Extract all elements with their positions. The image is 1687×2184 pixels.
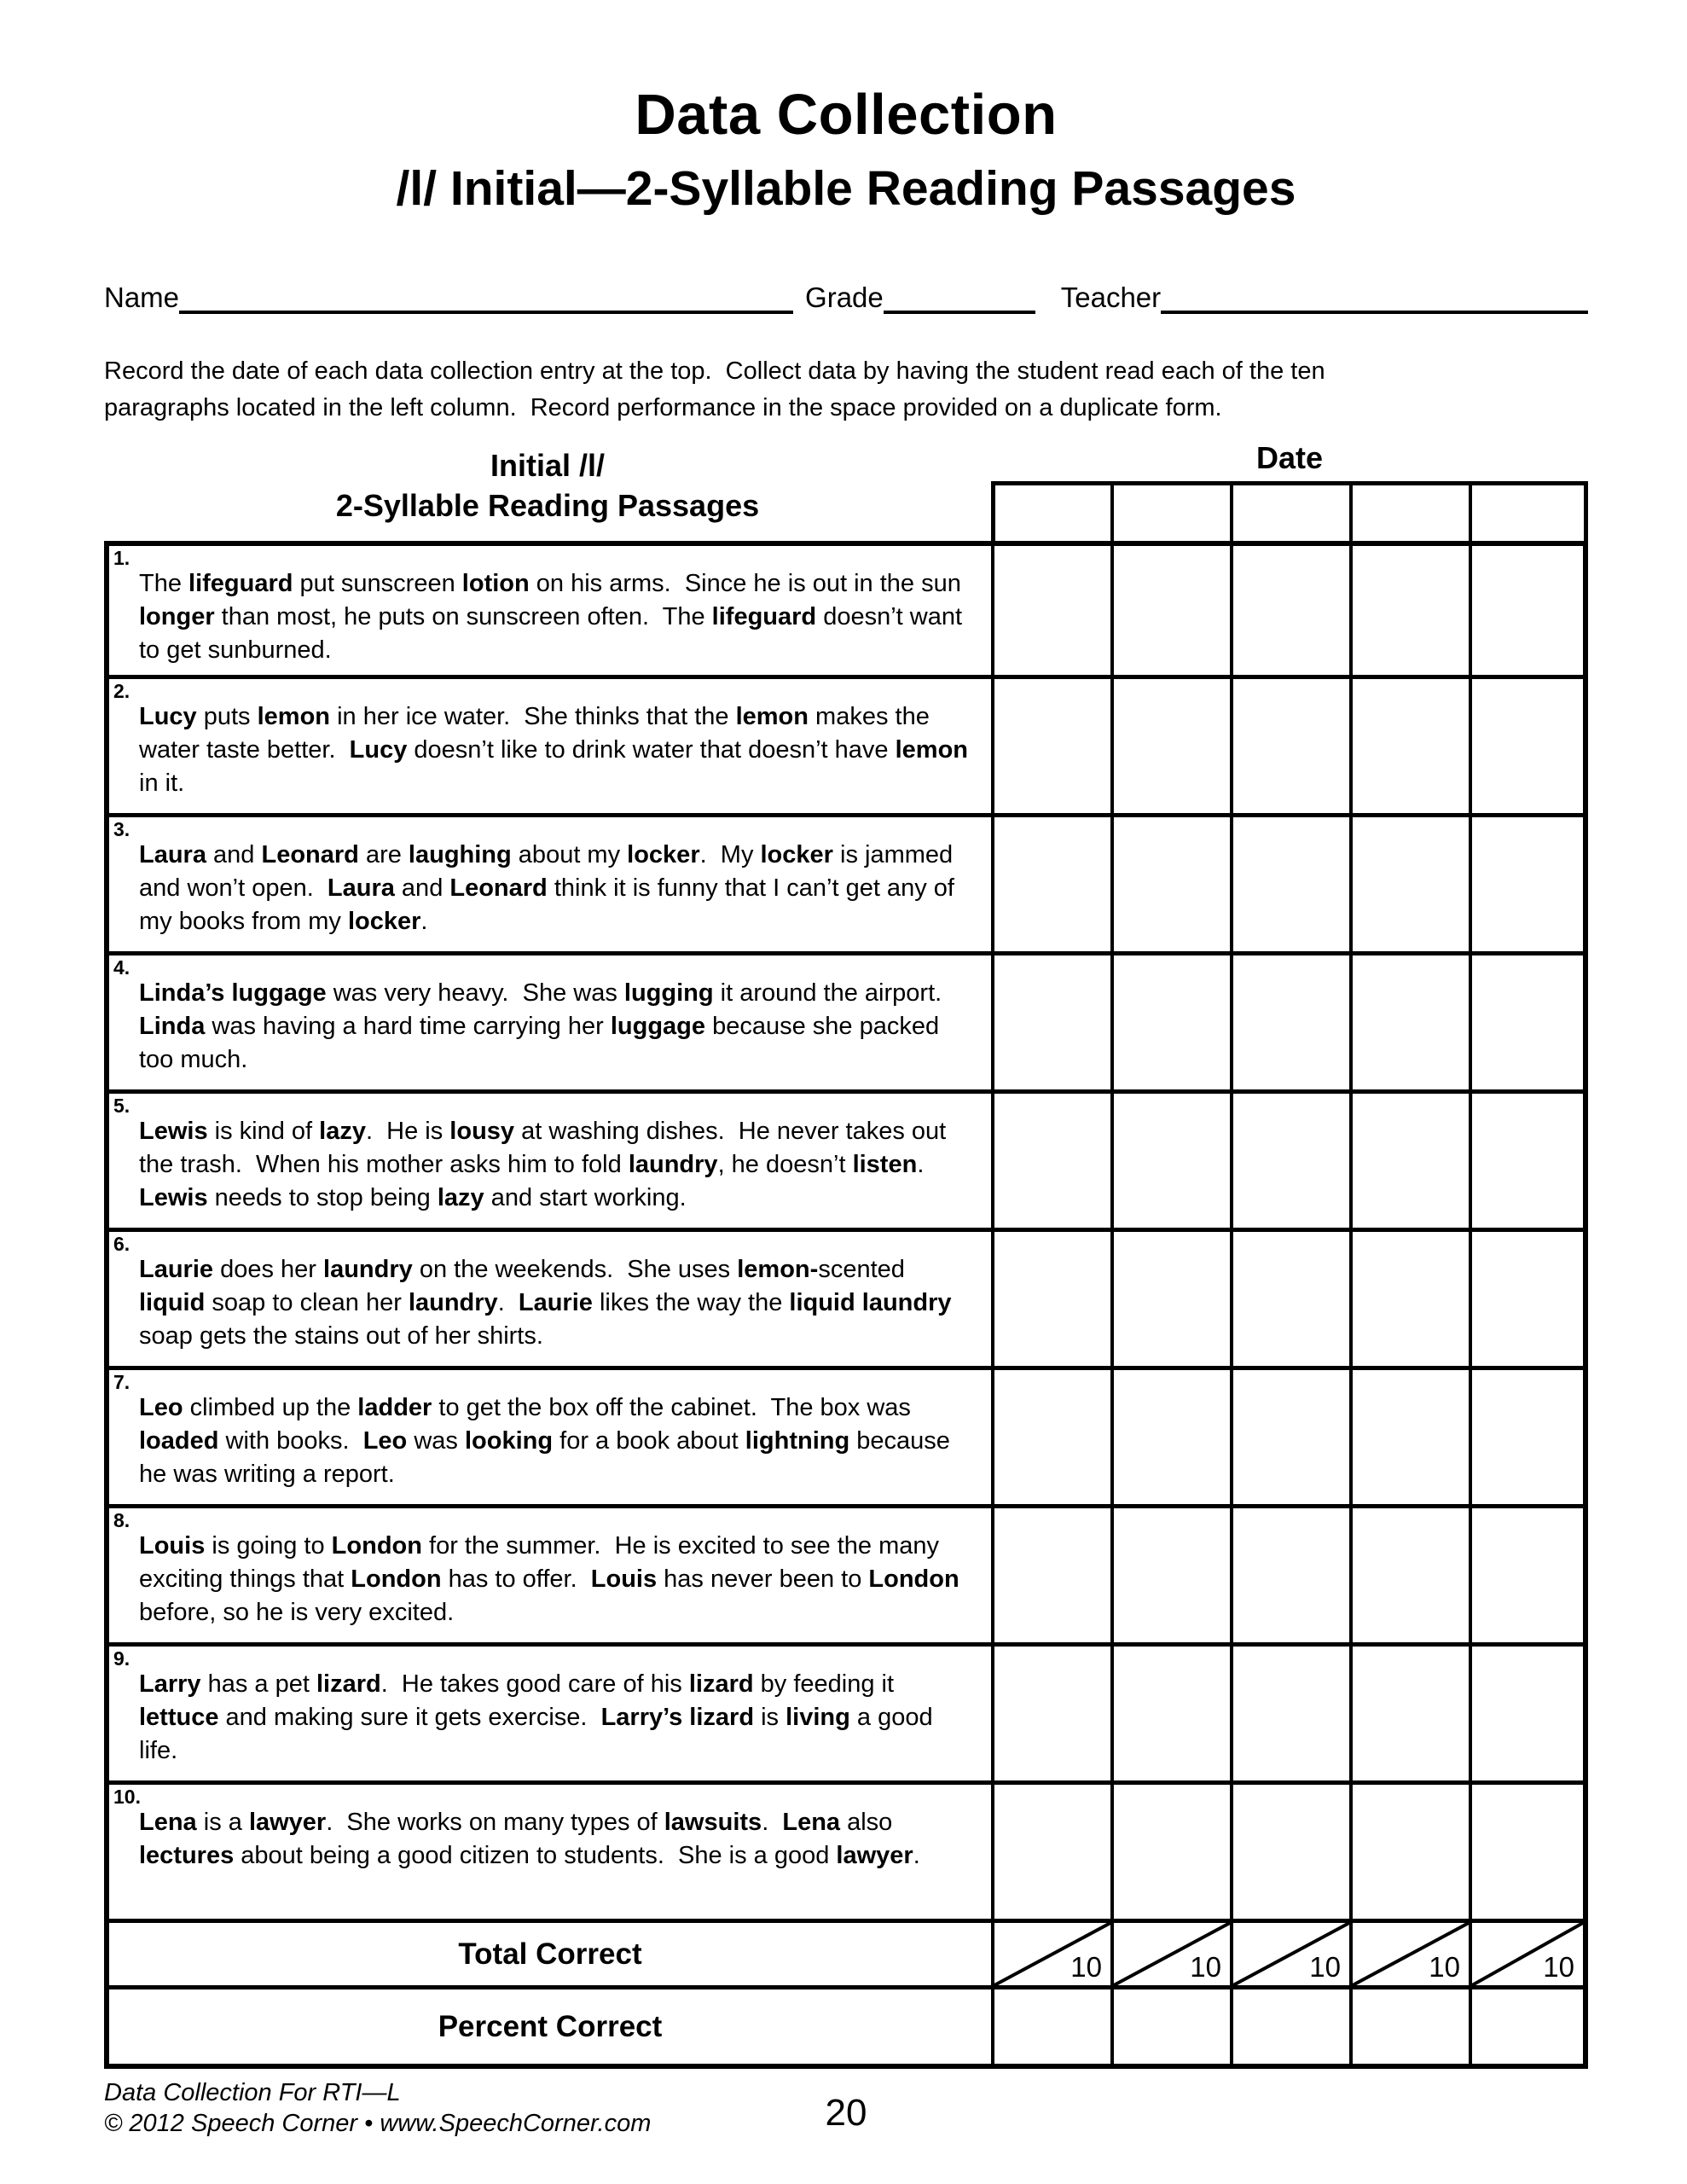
score-cell[interactable] — [1349, 1647, 1469, 1785]
score-cell[interactable] — [1349, 1232, 1469, 1370]
total-correct-label: Total Correct — [458, 1937, 642, 1971]
score-cell[interactable] — [1110, 1508, 1230, 1647]
passage-cell — [104, 1647, 991, 1785]
score-cell[interactable] — [991, 679, 1110, 817]
percent-score-cell[interactable] — [1469, 1989, 1588, 2069]
score-cell[interactable] — [1110, 956, 1230, 1094]
passage-text: Leo climbed up the ladder to get the box off the cabinet. The box was loaded with books. Leo was looking for a book about lightning because he was writing a report. — [139, 1394, 957, 1488]
total-denominator: 10 — [1429, 1951, 1460, 1983]
passage-text: The lifeguard put sunscreen lotion on his arms. Since he is out in the sun longer than most, he puts on sunscreen often. The lifeguard doesn’t want to get sunburned. — [139, 570, 970, 664]
score-cell[interactable] — [1110, 1370, 1230, 1508]
date-header-cell[interactable] — [1110, 481, 1230, 541]
total-score-cell[interactable] — [1110, 1923, 1230, 1989]
score-cell[interactable] — [1230, 956, 1349, 1094]
passage-cell — [104, 1508, 991, 1647]
score-cell[interactable] — [1469, 956, 1588, 1094]
percent-score-cell[interactable] — [1110, 1989, 1230, 2069]
grade-line[interactable] — [884, 280, 1035, 314]
score-cell[interactable] — [1230, 817, 1349, 956]
date-header-cell[interactable] — [1349, 481, 1469, 541]
date-header-label: Date — [1255, 440, 1324, 475]
total-denominator: 10 — [1309, 1951, 1341, 1983]
passage-number: 9. — [113, 1647, 130, 1670]
score-cell[interactable] — [991, 1094, 1110, 1232]
total-denominator: 10 — [1543, 1951, 1574, 1983]
date-header-cell[interactable] — [1469, 481, 1588, 541]
total-score-cell[interactable] — [1469, 1923, 1588, 1989]
grade-label: Grade — [805, 282, 884, 313]
total-score-cell[interactable] — [991, 1923, 1110, 1989]
score-cell[interactable] — [1230, 1232, 1349, 1370]
total-correct-label-cell — [104, 1923, 991, 1989]
score-cell[interactable] — [1469, 541, 1588, 679]
score-cell[interactable] — [1469, 1232, 1588, 1370]
passage-number: 10. — [113, 1786, 141, 1808]
score-cell[interactable] — [1110, 1647, 1230, 1785]
passage-cell — [104, 541, 991, 679]
score-cell[interactable] — [991, 1232, 1110, 1370]
page-number: 20 — [825, 2092, 867, 2134]
passage-cell — [104, 1232, 991, 1370]
name-line[interactable] — [179, 280, 793, 314]
percent-score-cell[interactable] — [1230, 1989, 1349, 2069]
percent-correct-label-cell — [104, 1989, 991, 2069]
score-cell[interactable] — [1230, 1508, 1349, 1647]
score-cell[interactable] — [1349, 1508, 1469, 1647]
score-cell[interactable] — [1110, 1232, 1230, 1370]
passage-cell — [104, 817, 991, 956]
passage-column-header — [104, 440, 991, 541]
score-cell[interactable] — [1469, 1647, 1588, 1785]
passage-column-header-line1: Initial /l/ — [490, 448, 605, 483]
passage-text: Lena is a lawyer. She works on many types of lawsuits. Lena also lectures about being a good citizen to students. She is a good lawyer. — [139, 1809, 920, 1869]
footer-copyright: © 2012 Speech Corner • www.SpeechCorner.com — [104, 2110, 652, 2137]
student-info-row — [104, 280, 1588, 314]
score-cell[interactable] — [1230, 541, 1349, 679]
score-cell[interactable] — [1230, 1094, 1349, 1232]
passage-cell — [104, 1370, 991, 1508]
score-cell[interactable] — [1349, 817, 1469, 956]
date-header-cell[interactable] — [1230, 481, 1349, 541]
score-cell[interactable] — [991, 1785, 1110, 1923]
passage-number: 1. — [113, 547, 130, 569]
score-cell[interactable] — [991, 1370, 1110, 1508]
score-cell[interactable] — [1230, 1785, 1349, 1923]
total-denominator: 10 — [1070, 1951, 1102, 1983]
name-label: Name — [104, 282, 180, 313]
passage-number: 8. — [113, 1509, 130, 1531]
score-cell[interactable] — [1469, 1094, 1588, 1232]
score-cell[interactable] — [1469, 817, 1588, 956]
passage-number: 7. — [113, 1371, 130, 1393]
score-cell[interactable] — [1110, 541, 1230, 679]
instructions-text: Record the date of each data collection entry at the top. Collect data by having the student read each of the ten paragraphs located in the left column. Record performance in the space provided on a duplicate form. — [104, 357, 1332, 421]
passage-cell — [104, 1785, 991, 1923]
score-cell[interactable] — [1469, 679, 1588, 817]
passage-cell — [104, 956, 991, 1094]
page-title: Data Collection — [635, 83, 1058, 147]
teacher-label: Teacher — [1060, 282, 1162, 313]
score-cell[interactable] — [1349, 1094, 1469, 1232]
passage-number: 4. — [113, 956, 130, 979]
score-cell[interactable] — [1110, 1094, 1230, 1232]
percent-score-cell[interactable] — [991, 1989, 1110, 2069]
passage-text: Laurie does her laundry on the weekends. She uses lemon-scented liquid soap to clean her laundry. Laurie likes the way the liquid laundry soap gets the stains out of her shirts. — [139, 1256, 959, 1350]
passage-number: 3. — [113, 818, 130, 840]
footer-series-title: Data Collection For RTI—L — [104, 2079, 401, 2106]
date-header-cell[interactable] — [991, 481, 1110, 541]
page-footer — [104, 2077, 1588, 2139]
score-cell[interactable] — [1469, 1508, 1588, 1647]
total-denominator: 10 — [1190, 1951, 1221, 1983]
passage-number: 2. — [113, 680, 130, 702]
passage-text: Louis is going to London for the summer. He is excited to see the many exciting things that London has to offer. Louis has never been to London before, so he is very excited. — [139, 1532, 966, 1626]
percent-correct-label: Percent Correct — [438, 2009, 663, 2043]
score-cell[interactable] — [991, 1647, 1110, 1785]
passage-text: Lucy puts lemon in her ice water. She thinks that the lemon makes the water taste better. Lucy doesn’t like to drink water that doesn’t have lemon in it. — [139, 703, 976, 797]
passage-cell — [104, 1094, 991, 1232]
score-cell[interactable] — [991, 956, 1110, 1094]
total-score-cell[interactable] — [1349, 1923, 1469, 1989]
score-cell[interactable] — [1469, 1785, 1588, 1923]
score-cell[interactable] — [1469, 1370, 1588, 1508]
score-cell[interactable] — [1230, 1370, 1349, 1508]
data-table — [104, 440, 1588, 2069]
passage-text: Linda’s luggage was very heavy. She was lugging it around the airport. Linda was having a hard time carrying her luggage because she packed too much. — [139, 979, 956, 1073]
passage-text: Laura and Leonard are laughing about my locker. My locker is jammed and won’t open. Laura and Leonard think it is funny that I can’t get any of my books from my locker. — [139, 841, 961, 935]
score-cell[interactable] — [1110, 679, 1230, 817]
page-subtitle: /l/ Initial—2-Syllable Reading Passages — [396, 161, 1296, 216]
passage-text: Larry has a pet lizard. He takes good care of his lizard by feeding it lettuce and making sure it gets exercise. Larry’s lizard is living a good life. — [139, 1670, 940, 1764]
passage-column-header-line2: 2-Syllable Reading Passages — [335, 488, 760, 523]
score-cell[interactable] — [1349, 1785, 1469, 1923]
passage-text: Lewis is kind of lazy. He is lousy at washing dishes. He never takes out the trash. When his mother asks him to fold laundry, he doesn’t listen. Lewis needs to stop being lazy and start working. — [139, 1118, 954, 1211]
passage-cell — [104, 679, 991, 817]
score-cell[interactable] — [1230, 679, 1349, 817]
percent-score-cell[interactable] — [1349, 1989, 1469, 2069]
passage-number: 5. — [113, 1095, 130, 1117]
score-cell[interactable] — [1349, 1370, 1469, 1508]
passage-number: 6. — [113, 1233, 130, 1255]
total-score-cell[interactable] — [1230, 1923, 1349, 1989]
score-cell[interactable] — [1349, 679, 1469, 817]
score-cell[interactable] — [991, 541, 1110, 679]
score-cell[interactable] — [1110, 817, 1230, 956]
score-cell[interactable] — [1110, 1785, 1230, 1923]
score-cell[interactable] — [1230, 1647, 1349, 1785]
teacher-line[interactable] — [1161, 280, 1588, 314]
score-cell[interactable] — [1349, 956, 1469, 1094]
score-cell[interactable] — [991, 1508, 1110, 1647]
score-cell[interactable] — [991, 817, 1110, 956]
score-cell[interactable] — [1349, 541, 1469, 679]
